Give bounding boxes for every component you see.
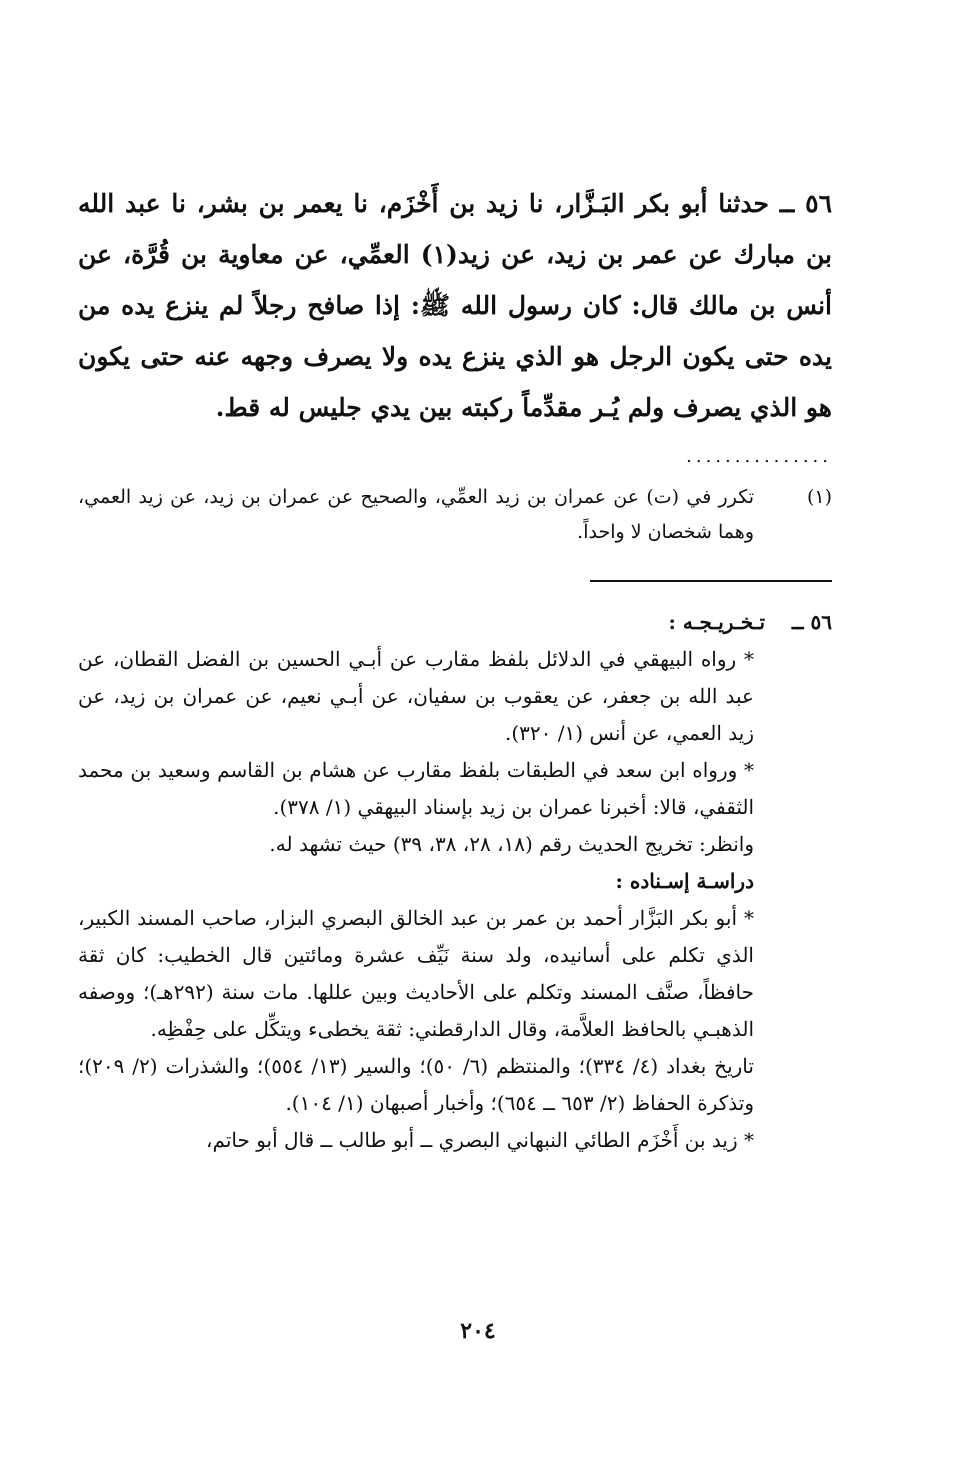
takhrij-paragraph: وانظر: تخريج الحديث رقم (١٨، ٢٨، ٣٨، ٣٩) حيث تشهد له. xyxy=(269,832,754,856)
takhrij-heading xyxy=(78,604,832,641)
takhrij-number: ٥٦ ــ xyxy=(791,610,832,634)
takhrij-body xyxy=(78,641,754,1159)
isnad-paragraph: تاريخ بغداد (٤/ ٣٣٤)؛ والمنتظم (٦/ ٥٠)؛ والسير (١٣/ ٥٥٤)؛ والشذرات (٢/ ٢٠٩)؛ وتذكرة الحفاظ (٢/ ٦٥٣ ــ ٦٥٤)؛ وأخبار أصبهان (١/ ١٠٤). xyxy=(78,1054,754,1115)
section-divider xyxy=(590,580,832,582)
footnote-number: (١) xyxy=(806,486,832,508)
footnote-dots-separator: ............... xyxy=(686,446,832,467)
footnote-text: تكرر في (ت) عن عمران بن زيد العمِّي، والصحيح عن عمران بن زيد، عن زيد العمي، وهما شخصان لا واحداً. xyxy=(78,486,754,543)
takhrij-paragraph: * رواه البيهقي في الدلائل بلفظ مقارب عن أبـي الحسين بن الفضل القطان، عن عبد الله بن جعفر، عن يعقوب بن سفيان، عن أبـي نعيم، عن عمران بن زيد، عن زيد العمي، عن أنس (١/ ٣٢٠). xyxy=(78,647,754,745)
page-number: ٢٠٤ xyxy=(460,1318,496,1344)
isnad-paragraph: * زيد بن أَخْزَم الطائي النبهاني البصري ــ أبو طالب ــ قال أبو حاتم، xyxy=(206,1128,754,1152)
takhrij-section xyxy=(78,604,832,1159)
isnad-study-heading: دراسـة إسـناده : xyxy=(615,869,754,893)
takhrij-paragraph: * ورواه ابن سعد في الطبقات بلفظ مقارب عن هشام بن القاسم وسعيد بن محمد الثقفي، قالا: أخبرنا عمران بن زيد بإسناد البيهقي (١/ ٣٧٨). xyxy=(78,758,754,819)
takhrij-label: تـخـريـجـه : xyxy=(668,610,766,634)
hadith-text xyxy=(78,178,832,433)
isnad-paragraph: * أبو بكر البَزَّار أحمد بن عمر بن عبد الخالق البصري البزار، صاحب المسند الكبير، الذي تكلم على أسانيده، ولد سنة نَيِّف عشرة ومائتين قال الخطيب: كان ثقة حافظاً، صنَّف المسند وتكلم على الأحاديث وبين عللها. مات سنة (٢٩٢هـ)؛ ووصفه الذهبـي بالحافظ العلاَّمة، وقال الدارقطني: ثقة يخطىء ويتكِّل على حِفْظِه. xyxy=(78,906,754,1041)
footnote xyxy=(78,480,832,550)
hadith-paragraph: ٥٦ ــ حدثنا أبو بكر البَـزَّار، نا زيد بن أَخْزَم، نا يعمر بن بشر، نا عبد الله بن مبارك عن عمر بن زيد، عن زيد(١) العمِّي، عن معاوية بن قُرَّة، عن أنس بن مالك قال: كان رسول الله ﷺ: إذا صافح رجلاً لم ينزع يده من يده حتى يكون الرجل هو الذي ينزع يده ولا يصرف وجهه عنه حتى يكون هو الذي يصرف ولم يُـر مقدِّماً ركبته بين يدي جليس له قط. xyxy=(78,189,832,422)
